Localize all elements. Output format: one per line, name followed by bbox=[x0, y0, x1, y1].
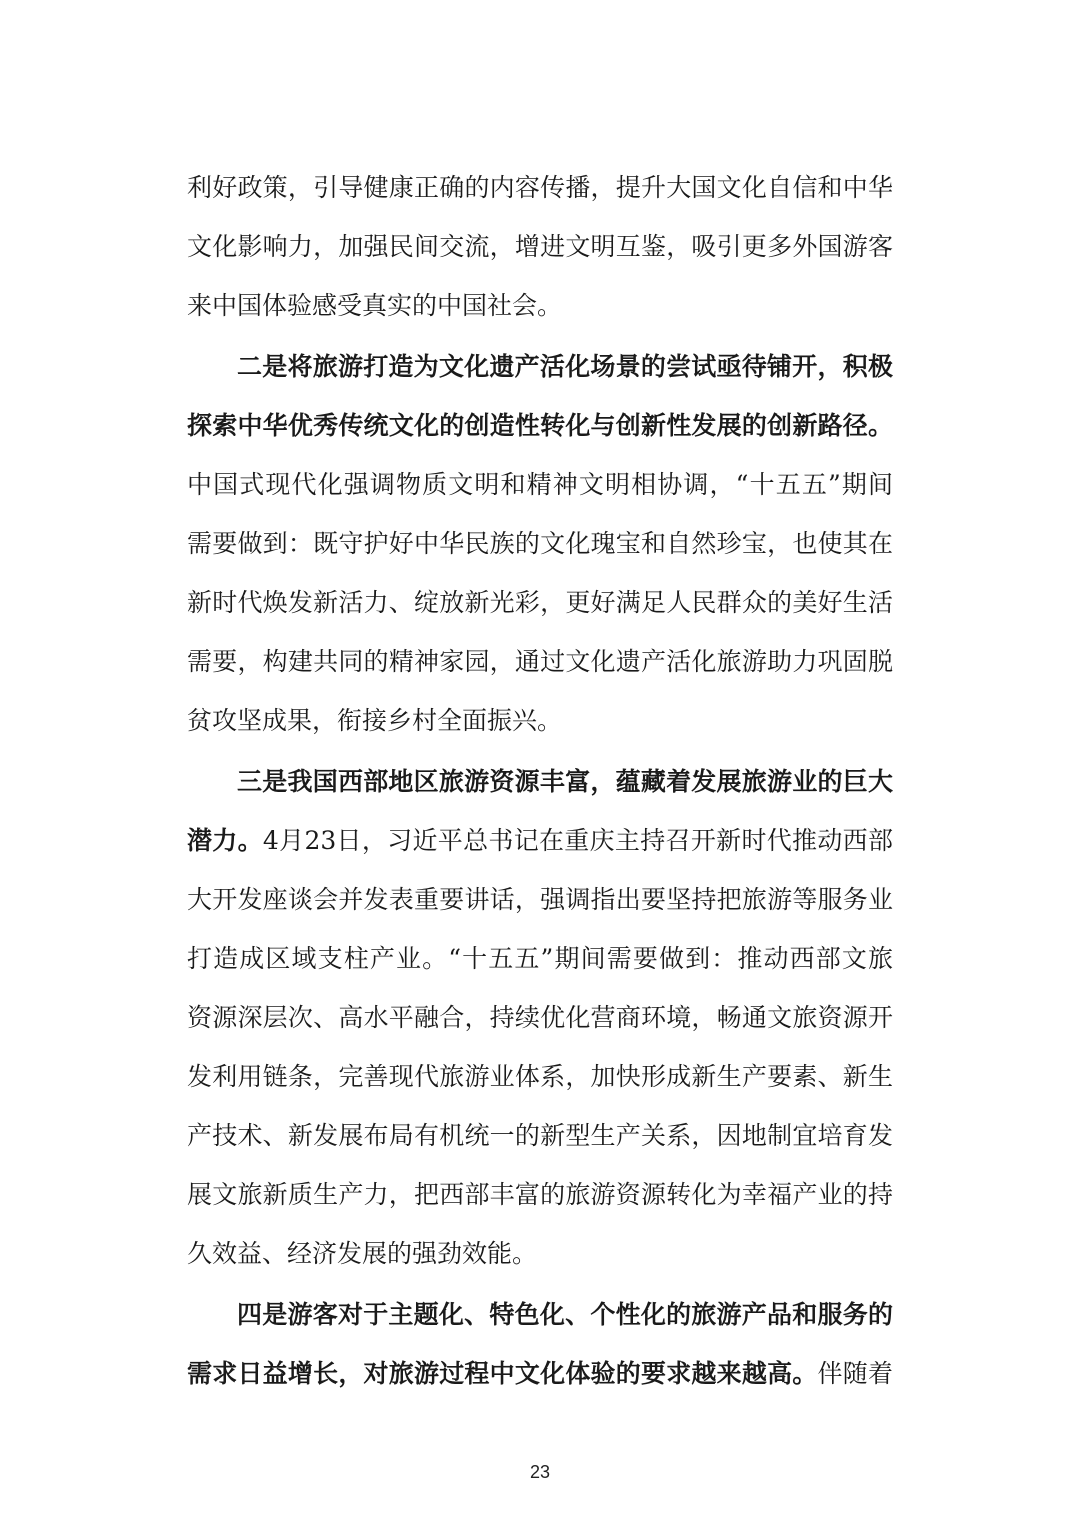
text-line: 资源深层次、高水平融合，持续优化营商环境，畅通文旅资源开 bbox=[187, 1003, 893, 1032]
body-text: 4月23日，习近平总书记在重庆主持召开新时代推动西部 bbox=[262, 826, 893, 855]
text-line: 新时代焕发新活力、绽放新光彩，更好满足人民群众的美好生活 bbox=[187, 588, 893, 617]
paragraph-2 bbox=[187, 337, 893, 750]
document-body bbox=[187, 158, 893, 1405]
body-text: 伴随着 bbox=[817, 1359, 893, 1388]
text-line: 文化影响力，加强民间交流，增进文明互鉴，吸引更多外国游客 bbox=[187, 232, 893, 261]
page-number: 23 bbox=[529, 1462, 551, 1482]
text-line: 打造成区域支柱产业。“十五五”期间需要做到：推动西部文旅 bbox=[187, 944, 893, 973]
text-line: 展文旅新质生产力，把西部丰富的旅游资源转化为幸福产业的持 bbox=[187, 1180, 893, 1209]
text-line: 中国式现代化强调物质文明和精神文明相协调，“十五五”期间 bbox=[187, 470, 893, 499]
bold-text-line: 探索中华优秀传统文化的创造性转化与创新性发展的创新路径。 bbox=[187, 411, 893, 440]
bold-text-line: 四是游客对于主题化、特色化、个性化的旅游产品和服务的 bbox=[237, 1300, 893, 1329]
text-line: 需要，构建共同的精神家园，通过文化遗产活化旅游助力巩固脱 bbox=[187, 647, 893, 676]
mixed-text-line bbox=[187, 1344, 893, 1403]
text-line: 需要做到：既守护好中华民族的文化瑰宝和自然珍宝，也使其在 bbox=[187, 529, 893, 558]
text-line: 来中国体验感受真实的中国社会。 bbox=[187, 291, 563, 320]
bold-text-line: 三是我国西部地区旅游资源丰富，蕴藏着发展旅游业的巨大 bbox=[237, 767, 893, 796]
paragraph-4 bbox=[187, 1285, 893, 1403]
paragraph-3 bbox=[187, 752, 893, 1283]
text-line: 久效益、经济发展的强劲效能。 bbox=[187, 1239, 538, 1268]
mixed-text-line bbox=[187, 811, 893, 870]
text-line: 发利用链条，完善现代旅游业体系，加快形成新生产要素、新生 bbox=[187, 1062, 893, 1091]
text-line: 贫攻坚成果，衔接乡村全面振兴。 bbox=[187, 706, 563, 735]
text-line: 大开发座谈会并发表重要讲话，强调指出要坚持把旅游等服务业 bbox=[187, 885, 893, 914]
text-line: 利好政策，引导健康正确的内容传播，提升大国文化自信和中华 bbox=[187, 173, 893, 202]
text-line: 产技术、新发展布局有机统一的新型生产关系，因地制宜培育发 bbox=[187, 1121, 893, 1150]
paragraph-1 bbox=[187, 158, 893, 335]
bold-text-line: 二是将旅游打造为文化遗产活化场景的尝试亟待铺开，积极 bbox=[237, 352, 893, 381]
bold-lead-text: 潜力。 bbox=[187, 826, 263, 855]
bold-lead-text: 需求日益增长，对旅游过程中文化体验的要求越来越高。 bbox=[187, 1359, 818, 1388]
